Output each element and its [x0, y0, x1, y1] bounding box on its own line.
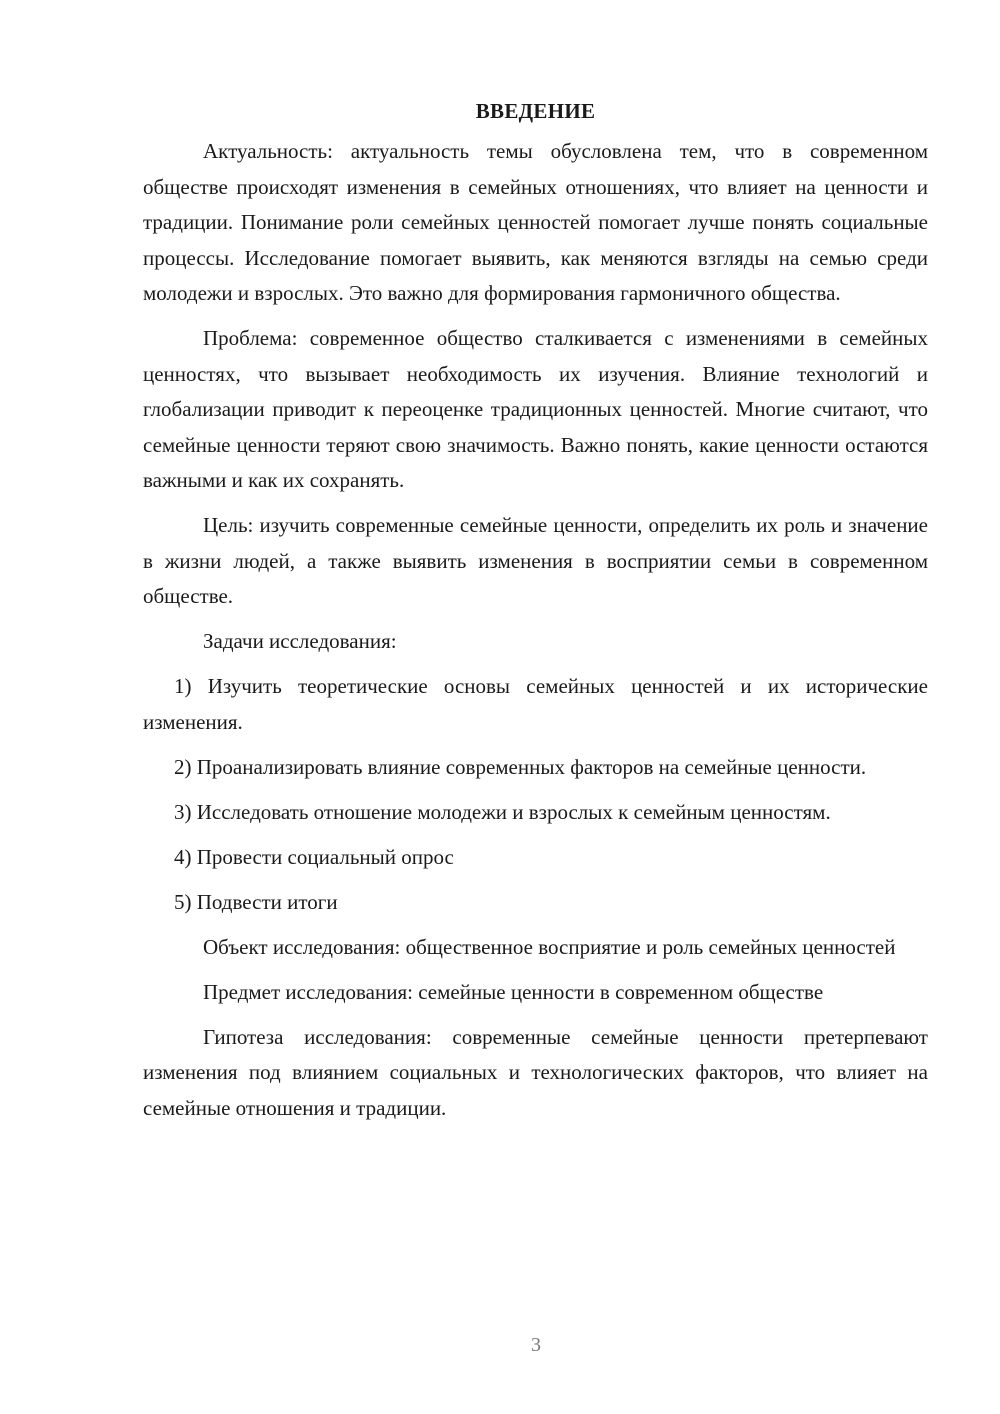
hypothesis-paragraph: Гипотеза исследования: современные семейные ценности претерпевают изменения под влиянием социальных и технологических факторов, что влияет на семейные отношения и традиции.	[143, 1024, 928, 1120]
document-page	[143, 96, 928, 1136]
subject-paragraph: Предмет исследования: семейные ценности в современном обществе	[203, 979, 824, 1004]
tasks-list	[143, 669, 928, 920]
page-number: 3	[531, 1334, 541, 1356]
task-item: 3) Исследовать отношение молодежи и взрослых к семейным ценностям.	[174, 799, 831, 824]
tasks-heading: Задачи исследования:	[203, 629, 397, 653]
task-item: 2) Проанализировать влияние современных факторов на семейные ценности.	[174, 754, 867, 779]
relevance-paragraph: Актуальность: актуальность темы обусловлена тем, что в современном обществе происходят изменения в семейных отношениях, что влияет на ценности и традиции. Понимание роли семейных ценностей помогает лучше понять социальные процессы. Исследование помогает выявить, как меняются взгляды на семью среди молодежи и взрослых. Это важно для формирования гармоничного общества.	[143, 139, 928, 305]
task-item: 5) Подвести итоги	[174, 889, 338, 914]
task-item: 4) Провести социальный опрос	[174, 844, 454, 869]
task-item: 1) Изучить теоретические основы семейных ценностей и их исторические изменения.	[143, 674, 928, 734]
goal-paragraph: Цель: изучить современные семейные ценности, определить их роль и значение в жизни людей, а также выявить изменения в восприятии семьи в современном обществе.	[143, 513, 928, 608]
problem-paragraph: Проблема: современное общество сталкивается с изменениями в семейных ценностях, что вызывает необходимость их изучения. Влияние технологий и глобализации приводит к переоценке традиционных ценностей. Многие считают, что семейные ценности теряют свою значимость. Важно понять, какие ценности остаются важными и как их сохранять.	[143, 326, 928, 492]
document-title: ВВЕДЕНИЕ	[475, 99, 596, 123]
object-paragraph: Объект исследования: общественное восприятие и роль семейных ценностей	[203, 934, 896, 959]
